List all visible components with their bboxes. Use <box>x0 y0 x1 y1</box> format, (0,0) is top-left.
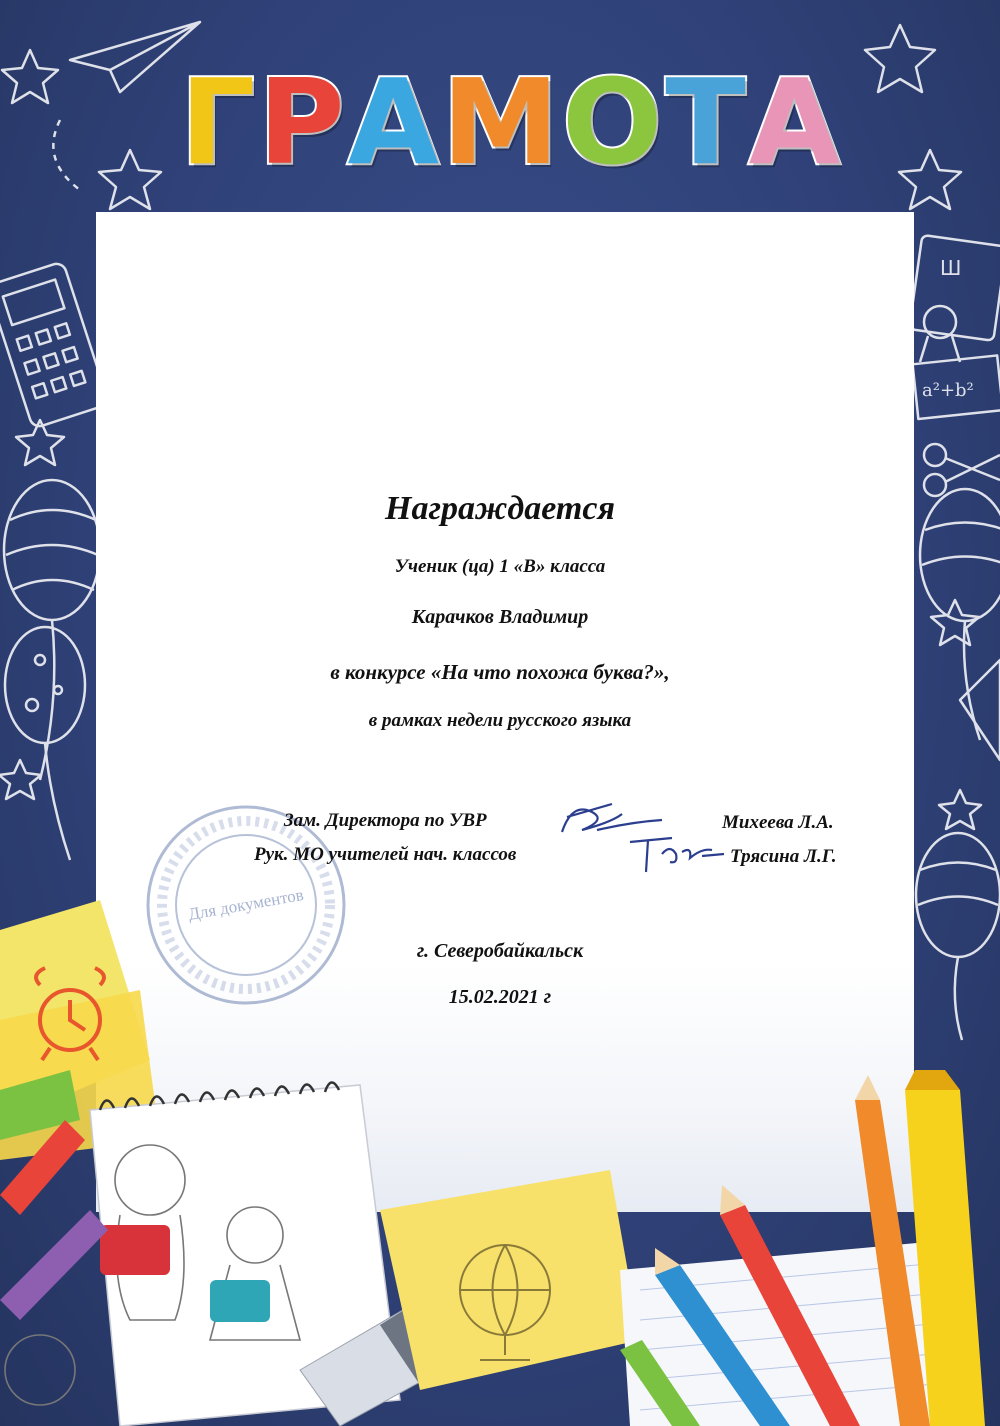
stamp-text: Для документов <box>186 885 306 924</box>
title-letter: О <box>562 53 663 191</box>
signer-name-2: Трясина Л.Г. <box>730 846 837 867</box>
title-letter: Р <box>258 53 345 191</box>
date: 15.02.2021 г <box>448 986 552 1008</box>
star-icon <box>865 25 935 92</box>
title-letter: А <box>748 53 840 191</box>
star-icon <box>2 50 58 103</box>
star-icon <box>939 790 981 829</box>
title-letter: А <box>347 53 439 191</box>
recipient-name: Карачков Владимир <box>411 606 589 628</box>
title-letter: Г <box>180 53 256 191</box>
title-letter: Т <box>665 53 746 191</box>
star-icon <box>99 150 161 209</box>
calculator-icon <box>0 261 109 428</box>
recipient-class: Ученик (ца) 1 «В» класса <box>394 556 606 577</box>
title-letter: М <box>441 53 560 191</box>
star-icon <box>0 760 41 799</box>
certificate-title <box>180 53 840 191</box>
heading-awarded: Награждается <box>385 490 615 527</box>
signer-role-1: Зам. Директора по УВР <box>284 810 487 831</box>
formula-icon <box>913 355 1000 419</box>
city: г. Северобайкальск <box>416 940 584 962</box>
handwritten-signatures <box>552 792 732 882</box>
svg-text:a²+b²: a²+b² <box>922 380 974 401</box>
star-icon <box>899 150 961 209</box>
contest-name: в конкурсе «На что похожа буква?», <box>330 660 670 684</box>
svg-text:Ш: Ш <box>940 256 962 280</box>
signer-name-1: Михеева Л.А. <box>722 812 834 833</box>
contest-context: в рамках недели русского языка <box>368 710 632 731</box>
signer-role-2: Рук. МО учителей нач. классов <box>254 844 517 865</box>
